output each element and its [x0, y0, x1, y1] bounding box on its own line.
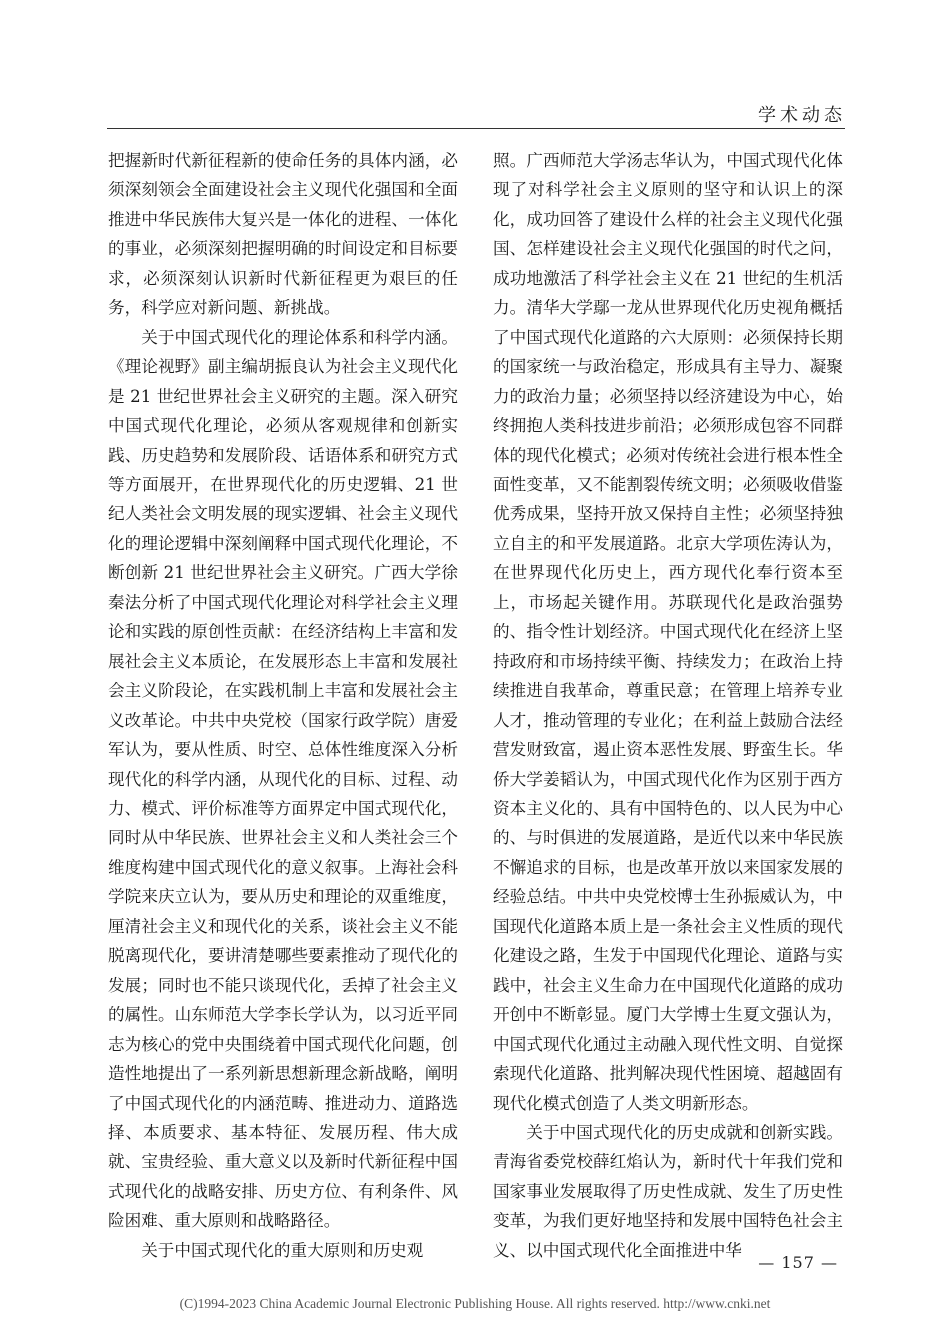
paragraph: 照。广西师范大学汤志华认为，中国式现代化体现了对科学社会主义原则的坚守和认识上的深化，成功回答了建设什么样的社会主义现代化强国、怎样建设社会主义现代化强国的时代之问，成功地激活了科学社会主义在 21 世纪的生机活力。清华大学鄢一龙从世界现代化历史视角概括了中国式现代化道路的六大原则：必须保持长期的国家统一与政治稳定，形成具有主导力、凝聚力的政治力量；必须坚持以经济建设为中心，始终拥抱人类科技进步前沿；必须形成包容不同群体的现代化模式；必须对传统社会进行根本性全面性变革，又不能割裂传统文明；必须吸收借鉴优秀成果，坚持开放又保持自主性；必须坚持独立自主的和平发展道路。北京大学项佐涛认为，在世界现代化历史上，西方现代化奉行资本至上，市场起关键作用。苏联现代化是政治强势的、指令性计划经济。中国式现代化在经济上坚持政府和市场持续平衡、持续发力；在政治上持续推进自我革命，尊重民意；在管理上培养专业人才，推动管理的专业化；在利益上鼓励合法经营发财致富，遏止资本恶性发展、野蛮生长。华侨大学姜韬认为，中国式现代化作为区别于西方资本主义化的、具有中国特色的、以人民为中心的、与时俱进的发展道路，是近代以来中华民族不懈追求的目标，也是改革开放以来国家发展的经验总结。中共中央党校博士生孙振威认为，中国现代化道路本质上是一条社会主义性质的现代化建设之路，生发于中国现代化理论、道路与实践中，社会主义生命力在中国现代化道路的成功开创中不断彰显。厦门大学博士生夏文强认为，中国式现代化通过主动融入现代性文明、自觉探索现代化道路、批判解决现代性困境、超越固有现代化模式创造了人类文明新形态。: [493, 151, 843, 1113]
page-number: — 157 —: [758, 1253, 838, 1272]
paragraph: 把握新时代新征程新的使命任务的具体内涵，必须深刻领会全面建设社会主义现代化强国和全面推进中华民族伟大复兴是一体化的进程、一体化的事业，必须深刻把握明确的时间设定和目标要求，必须深刻认识新时代新征程更为艰巨的任务，科学应对新问题、新挑战。: [108, 151, 458, 318]
copyright-notice: (C)1994-2023 China Academic Journal Electronic Publishing House. All rights reserved. http://www.cnki.net: [179, 1296, 771, 1311]
section-label: 学术动态: [758, 105, 846, 126]
paragraph: 关于中国式现代化的历史成就和创新实践。青海省委党校薛红焰认为，新时代十年我们党和国家事业发展取得了历史性成就、发生了历史性变革，为我们更好地坚持和发展中国特色社会主义、以中国式现代化全面推进中华: [493, 1122, 843, 1260]
left-column: [108, 146, 458, 1265]
paragraph: 关于中国式现代化的重大原则和历史观: [141, 1240, 424, 1260]
right-column: [493, 146, 843, 1265]
header-rule: [107, 128, 845, 129]
paragraph: 关于中国式现代化的理论体系和科学内涵。《理论视野》副主编胡振良认为社会主义现代化是 21 世纪世界社会主义研究的主题。深入研究中国式现代化理论，必须从客观规律和创新实践、历史趋势和发展阶段、话语体系和研究方式等方面展开，在世界现代化的历史逻辑、21 世纪人类社会文明发展的现实逻辑、社会主义现代化的理论逻辑中深刻阐释中国式现代化理论，不断创新 21 世纪世界社会主义研究。广西大学徐秦法分析了中国式现代化理论对科学社会主义理论和实践的原创性贡献：在经济结构上丰富和发展社会主义本质论，在发展形态上丰富和发展社会主义阶段论，在实践机制上丰富和发展社会主义改革论。中共中央党校（国家行政学院）唐爱军认为，要从性质、时空、总体性维度深入分析现代化的科学内涵，从现代化的目标、过程、动力、模式、评价标准等方面界定中国式现代化，同时从中华民族、世界社会主义和人类社会三个维度构建中国式现代化的意义叙事。上海社会科学院来庆立认为，要从历史和理论的双重维度，厘清社会主义和现代化的关系，谈社会主义不能脱离现代化，要讲清楚哪些要素推动了现代化的发展；同时也不能只谈现代化，丢掉了社会主义的属性。山东师范大学李长学认为，以习近平同志为核心的党中央围绕着中国式现代化问题，创造性地提出了一系列新思想新理念新战略，阐明了中国式现代化的内涵范畴、推进动力、道路选择、本质要求、基本特征、发展历程、伟大成就、宝贵经验、重大意义以及新时代新征程中国式现代化的战略安排、历史方位、有利条件、风险困难、重大原则和战略路径。: [108, 327, 458, 1231]
